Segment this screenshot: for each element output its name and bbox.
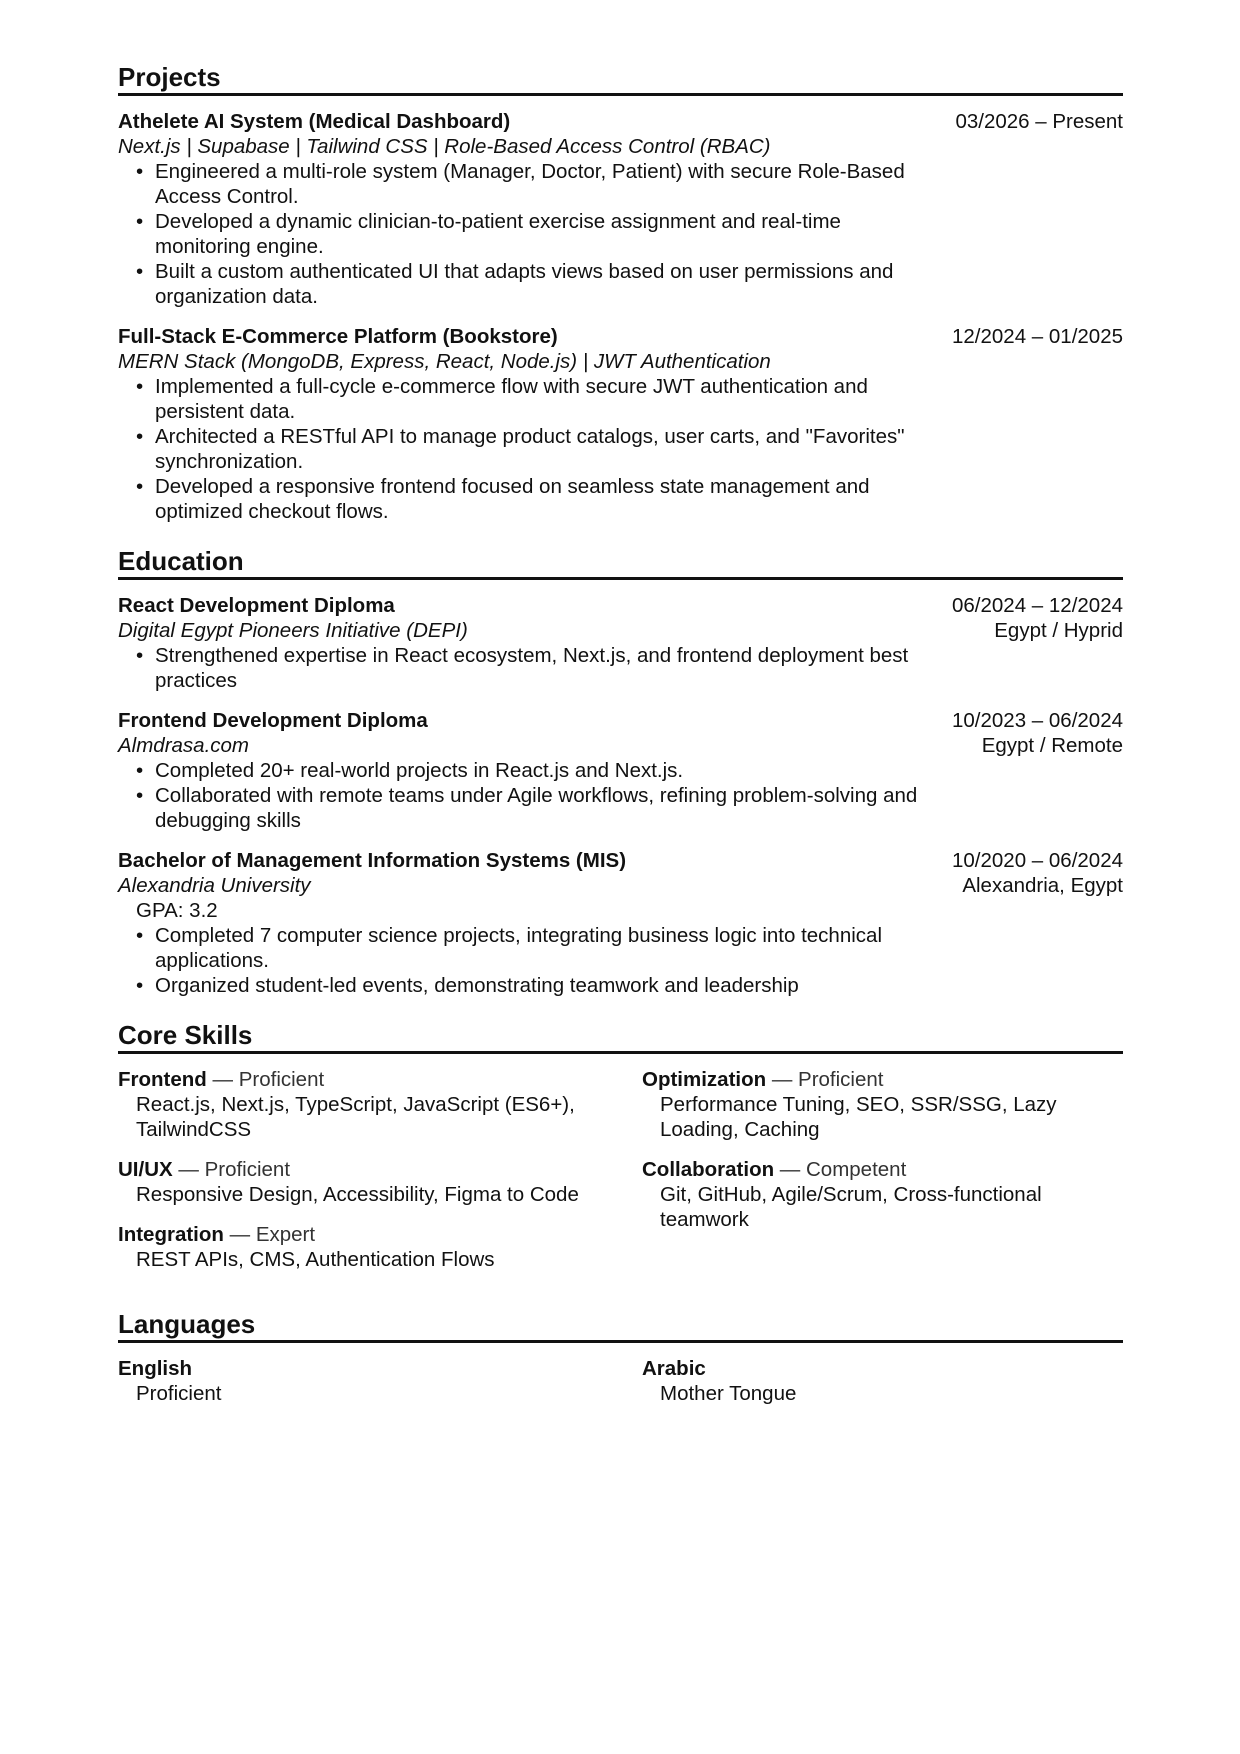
project-stack: Next.js | Supabase | Tailwind CSS | Role-Based Access Control (RBAC) bbox=[118, 135, 771, 158]
skill-name: Integration bbox=[118, 1223, 224, 1246]
projects-section bbox=[118, 62, 1123, 524]
skill-name: Collaboration bbox=[642, 1158, 775, 1181]
language-name: Arabic bbox=[642, 1357, 706, 1380]
education-bullets bbox=[118, 923, 935, 998]
section-title-skills: Core Skills bbox=[118, 1020, 1123, 1054]
bullet-item: • Collaborated with remote teams under Agile workflows, refining problem-solving and debugging skills bbox=[155, 783, 935, 833]
skill-level: — Expert bbox=[223, 1223, 316, 1246]
degree-name: Bachelor of Management Information Systems (MIS) bbox=[118, 849, 627, 872]
bullet-item: • Completed 7 computer science projects, integrating business logic into technical applications. bbox=[155, 923, 935, 973]
degree-name: Frontend Development Diploma bbox=[118, 709, 428, 732]
skill-group bbox=[642, 1067, 1123, 1142]
bullet-item: • Engineered a multi-role system (Manager, Doctor, Patient) with secure Role-Based Access Control. bbox=[155, 159, 935, 209]
bullet-item: • Completed 20+ real-world projects in React.js and Next.js. bbox=[155, 758, 935, 783]
project-name: Full-Stack E-Commerce Platform (Bookstore) bbox=[118, 325, 558, 348]
bullet-item: • Strengthened expertise in React ecosystem, Next.js, and frontend deployment best practices bbox=[155, 643, 935, 693]
project-bullets bbox=[118, 159, 935, 309]
education-location: Egypt / Hyprid bbox=[994, 619, 1123, 642]
degree-name: React Development Diploma bbox=[118, 594, 395, 617]
skill-name: Frontend bbox=[118, 1068, 207, 1091]
skill-group bbox=[118, 1157, 642, 1207]
skill-name: UI/UX bbox=[118, 1158, 173, 1181]
section-title-education: Education bbox=[118, 546, 1123, 580]
language-item bbox=[118, 1356, 642, 1406]
project-entry bbox=[118, 109, 1123, 309]
project-stack: MERN Stack (MongoDB, Express, React, Node.js) | JWT Authentication bbox=[118, 350, 771, 373]
education-section bbox=[118, 546, 1123, 998]
language-item bbox=[642, 1356, 1123, 1406]
education-bullets bbox=[118, 643, 935, 693]
skills-left-column bbox=[118, 1067, 642, 1287]
section-title-projects: Projects bbox=[118, 62, 1123, 96]
language-name: English bbox=[118, 1357, 193, 1380]
skill-level: — Proficient bbox=[172, 1158, 291, 1181]
skills-section bbox=[118, 1020, 1123, 1287]
bullet-item: • Implemented a full-cycle e-commerce flow with secure JWT authentication and persistent data. bbox=[155, 374, 935, 424]
institution: Digital Egypt Pioneers Initiative (DEPI) bbox=[118, 619, 468, 642]
skill-items: Performance Tuning, SEO, SSR/SSG, Lazy Loading, Caching bbox=[660, 1093, 1057, 1141]
education-bullets bbox=[118, 758, 935, 833]
education-date: 06/2024 – 12/2024 bbox=[952, 594, 1123, 617]
skill-group bbox=[118, 1067, 642, 1142]
language-level: Proficient bbox=[136, 1382, 222, 1405]
skill-level: — Proficient bbox=[766, 1068, 884, 1091]
skill-items: React.js, Next.js, TypeScript, JavaScript (ES6+), TailwindCSS bbox=[136, 1093, 575, 1141]
project-bullets bbox=[118, 374, 935, 524]
skill-items: REST APIs, CMS, Authentication Flows bbox=[136, 1248, 495, 1271]
skill-level: — Competent bbox=[774, 1158, 907, 1181]
education-location: Alexandria, Egypt bbox=[962, 874, 1123, 897]
project-date: 12/2024 – 01/2025 bbox=[952, 325, 1123, 348]
skills-right-column bbox=[642, 1067, 1123, 1287]
resume-page bbox=[118, 62, 1123, 1443]
skill-name: Optimization bbox=[642, 1068, 767, 1091]
institution: Almdrasa.com bbox=[118, 734, 250, 757]
skill-items: Git, GitHub, Agile/Scrum, Cross-functional teamwork bbox=[660, 1183, 1042, 1231]
project-entry bbox=[118, 324, 1123, 524]
education-entry bbox=[118, 848, 1123, 998]
education-entry bbox=[118, 593, 1123, 693]
gpa: GPA: 3.2 bbox=[136, 899, 218, 922]
education-entry bbox=[118, 708, 1123, 833]
language-level: Mother Tongue bbox=[660, 1382, 797, 1405]
institution: Alexandria University bbox=[118, 874, 311, 897]
languages-section bbox=[118, 1309, 1123, 1421]
skill-group bbox=[118, 1222, 642, 1272]
skill-items: Responsive Design, Accessibility, Figma to Code bbox=[136, 1183, 579, 1206]
skill-group bbox=[642, 1157, 1123, 1232]
skill-level: — Proficient bbox=[206, 1068, 325, 1091]
bullet-item: • Developed a dynamic clinician-to-patient exercise assignment and real-time monitoring engine. bbox=[155, 209, 935, 259]
bullet-item: • Organized student-led events, demonstrating teamwork and leadership bbox=[155, 973, 935, 998]
education-date: 10/2020 – 06/2024 bbox=[952, 849, 1123, 872]
education-date: 10/2023 – 06/2024 bbox=[952, 709, 1123, 732]
education-location: Egypt / Remote bbox=[981, 734, 1123, 757]
bullet-item: • Developed a responsive frontend focused on seamless state management and optimized checkout flows. bbox=[155, 474, 935, 524]
project-name: Athelete AI System (Medical Dashboard) bbox=[118, 110, 511, 133]
project-date: 03/2026 – Present bbox=[955, 110, 1123, 133]
section-title-languages: Languages bbox=[118, 1309, 1123, 1343]
bullet-item: • Built a custom authenticated UI that adapts views based on user permissions and organization data. bbox=[155, 259, 935, 309]
bullet-item: • Architected a RESTful API to manage product catalogs, user carts, and "Favorites" synchronization. bbox=[155, 424, 935, 474]
